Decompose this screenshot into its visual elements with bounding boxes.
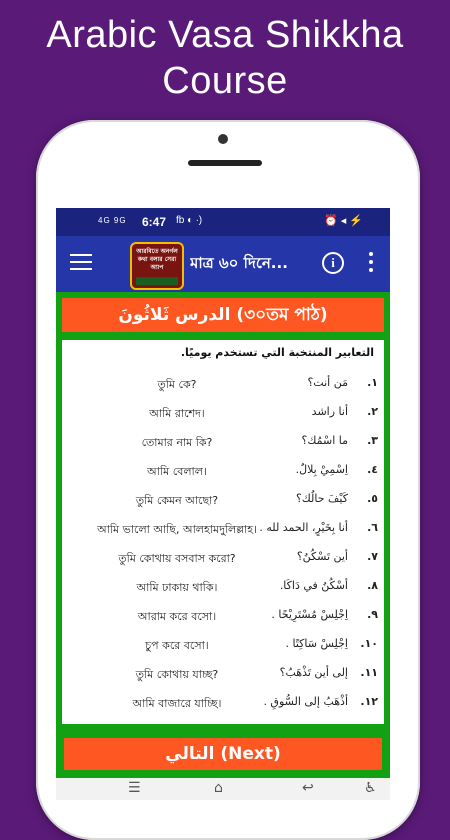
nav-menu-icon[interactable]: ☰ bbox=[128, 780, 141, 796]
content-area bbox=[56, 292, 390, 778]
row-number: ١٠. bbox=[360, 637, 378, 650]
row-number: ٥. bbox=[367, 492, 378, 505]
bangla-translation: তোমার নাম কি? bbox=[141, 436, 213, 449]
lesson-card bbox=[62, 340, 384, 724]
row-number: ٢. bbox=[367, 405, 378, 418]
app-logo bbox=[130, 242, 184, 290]
row-number: ١٢. bbox=[360, 695, 378, 708]
arabic-phrase: ما اسْمُك؟ bbox=[301, 434, 348, 447]
arabic-phrase: أسْكُنُ في دَاكَا. bbox=[279, 579, 348, 592]
nav-back-icon[interactable]: ↩ bbox=[302, 780, 314, 796]
nav-accessibility-icon[interactable]: ♿ bbox=[364, 780, 377, 796]
lesson-intro: التعابير المنتخبة التي تستخدم يوميًا. bbox=[180, 346, 374, 359]
arabic-phrase: اِسْمِيْ بِلالٌ. bbox=[295, 463, 348, 476]
lesson-header: الدرس ثَلاثُونَ (৩০তম পাঠ) bbox=[62, 298, 384, 332]
phrase-row bbox=[62, 515, 384, 541]
system-icons: ⏰ ◂ ⚡ bbox=[324, 215, 364, 227]
status-bar bbox=[56, 208, 390, 236]
app-logo-text: আরবিতে অনর্গল কথা বলার সেরা অ্যাপ bbox=[136, 248, 178, 271]
bangla-translation: তুমি কে? bbox=[157, 378, 197, 391]
hamburger-menu-icon[interactable] bbox=[70, 254, 92, 274]
arabic-phrase: إلى أين تَذْهَبُ؟ bbox=[279, 666, 348, 679]
app-title: মাত্র ৬০ দিনে... bbox=[190, 254, 288, 272]
arabic-phrase: اِجْلِسْ مُسْتَرِيْحًا . bbox=[271, 608, 348, 621]
bangla-translation: চুপ করে বসো। bbox=[145, 639, 209, 652]
phrase-row bbox=[62, 573, 384, 599]
app-bar bbox=[56, 236, 390, 292]
bangla-translation: আমি বেলাল। bbox=[147, 465, 207, 478]
arabic-phrase: كَيْفَ حالُك؟ bbox=[295, 492, 348, 505]
bangla-translation: তুমি কেমন আছো? bbox=[135, 494, 219, 507]
arabic-phrase: اِجْلِسْ سَاكِتًا . bbox=[285, 637, 348, 650]
row-number: ٧. bbox=[367, 550, 378, 563]
phone-screen bbox=[56, 208, 390, 800]
phrase-row bbox=[62, 399, 384, 425]
info-icon[interactable]: i bbox=[322, 252, 344, 274]
camera-icon bbox=[218, 134, 228, 144]
row-number: ٩. bbox=[367, 608, 378, 621]
phrase-row bbox=[62, 428, 384, 454]
arabic-phrase: أنا راشد bbox=[311, 405, 348, 418]
bangla-translation: তুমি কোথায় যাচ্ছ? bbox=[135, 668, 219, 681]
phrase-row bbox=[62, 631, 384, 657]
speaker-grill bbox=[188, 160, 262, 166]
arabic-phrase: أذْهَبُ إلى السُّوقِ . bbox=[263, 695, 348, 708]
phrase-row bbox=[62, 660, 384, 686]
navigation-bar bbox=[56, 778, 390, 800]
nav-home-icon[interactable]: ⌂ bbox=[214, 780, 223, 796]
phrase-row bbox=[62, 370, 384, 396]
phrase-row bbox=[62, 486, 384, 512]
phrase-row bbox=[62, 602, 384, 628]
bangla-translation: আরাম করে বসো। bbox=[137, 610, 217, 623]
phrase-row bbox=[62, 689, 384, 715]
promo-title-line1: Arabic Vasa Shikkha bbox=[46, 14, 404, 56]
next-button[interactable]: التالي (Next) bbox=[64, 738, 382, 770]
row-number: ٤. bbox=[367, 463, 378, 476]
bangla-translation: আমি ভালো আছি, আলহামদুলিল্লাহ। bbox=[97, 523, 257, 536]
phrase-row bbox=[62, 457, 384, 483]
bangla-translation: তুমি কোথায় বসবাস করো? bbox=[118, 552, 236, 565]
arabic-phrase: مَن أنت؟ bbox=[307, 376, 348, 389]
phrase-row bbox=[62, 544, 384, 570]
row-number: ١. bbox=[367, 376, 378, 389]
row-number: ٨. bbox=[367, 579, 378, 592]
bangla-translation: আমি রাশেদ। bbox=[149, 407, 205, 420]
row-number: ٦. bbox=[367, 521, 378, 534]
bangla-translation: আমি ঢাকায় থাকি। bbox=[136, 581, 218, 594]
promo-title-line2: Course bbox=[162, 60, 288, 102]
signal-icon: 4G 9G bbox=[98, 216, 127, 225]
status-time: 6:47 bbox=[142, 215, 167, 229]
row-number: ٣. bbox=[367, 434, 378, 447]
arabic-phrase: أنا بِخَيْرٍ، الحمد لله . bbox=[259, 521, 348, 534]
row-number: ١١. bbox=[360, 666, 378, 679]
bangla-translation: আমি বাজারে যাচ্ছি। bbox=[132, 697, 222, 710]
more-vert-icon[interactable] bbox=[368, 252, 374, 274]
arabic-phrase: أين تَسْكُنُ؟ bbox=[296, 550, 348, 563]
notification-icons: fb ◐ ∙) bbox=[176, 215, 203, 226]
